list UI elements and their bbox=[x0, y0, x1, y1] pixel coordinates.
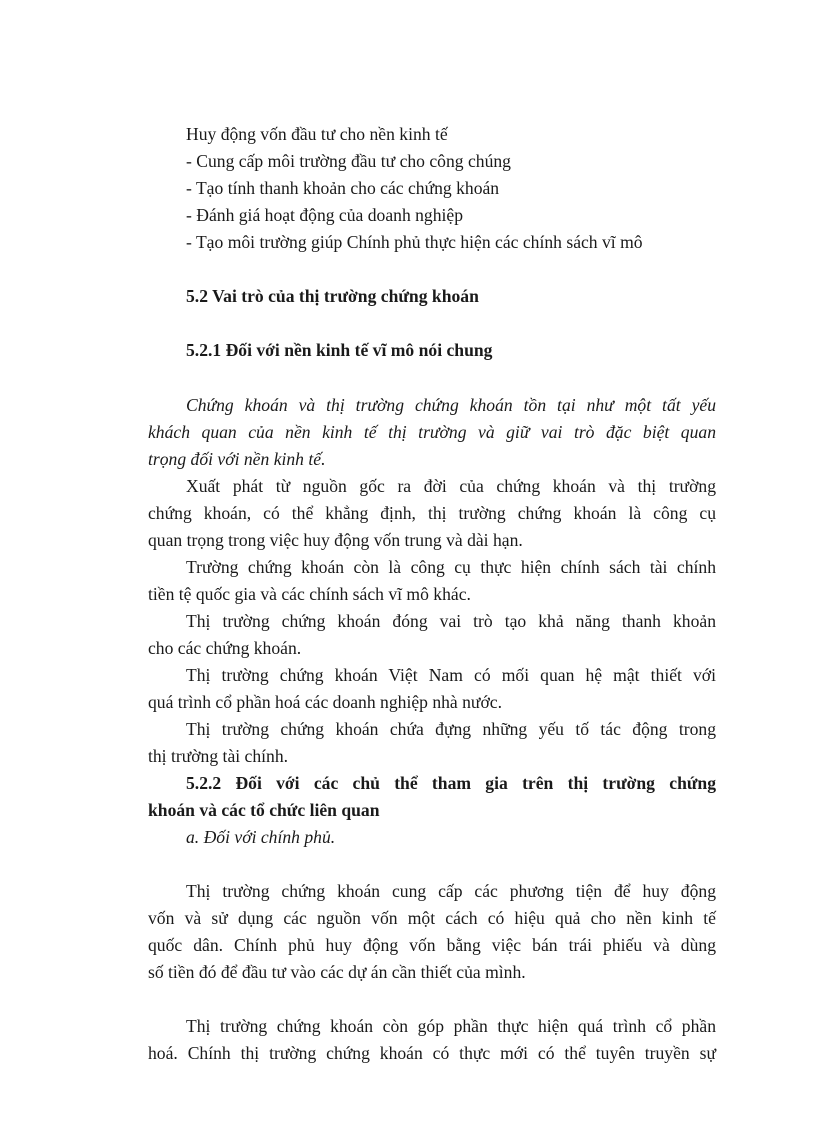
section-heading-5-2-2: 5.2.2 Đối với các chủ thể tham gia trên thị trường chứng bbox=[186, 773, 716, 793]
paragraph-line: Thị trường chứng khoán đóng vai trò tạo khả năng thanh khoản bbox=[186, 611, 716, 631]
paragraph-line: cho các chứng khoán. bbox=[148, 638, 302, 658]
bullet-item: - Cung cấp môi trường đầu tư cho công chúng bbox=[186, 151, 511, 171]
italic-paragraph-line: trọng đối với nền kinh tế. bbox=[148, 449, 326, 469]
paragraph-line: tiền tệ quốc gia và các chính sách vĩ mô khác. bbox=[148, 584, 471, 604]
bullet-item: - Tạo môi trường giúp Chính phủ thực hiện các chính sách vĩ mô bbox=[186, 232, 643, 252]
paragraph-line: Xuất phát từ nguồn gốc ra đời của chứng khoán và thị trường bbox=[186, 476, 716, 496]
section-heading-5-2-2: khoán và các tổ chức liên quan bbox=[148, 800, 380, 820]
paragraph-line: Thị trường chứng khoán Việt Nam có mối quan hệ mật thiết với bbox=[186, 665, 716, 685]
paragraph-line: số tiền đó để đầu tư vào các dự án cần thiết của mình. bbox=[148, 962, 526, 982]
paragraph-line: chứng khoán, có thể khẳng định, thị trường chứng khoán là công cụ bbox=[148, 503, 716, 523]
paragraph-line: Trường chứng khoán còn là công cụ thực hiện chính sách tài chính bbox=[186, 557, 716, 577]
subsection-a: a. Đối với chính phủ. bbox=[186, 827, 336, 847]
paragraph-line: quá trình cổ phần hoá các doanh nghiệp nhà nước. bbox=[148, 692, 502, 712]
section-heading-5-2: 5.2 Vai trò của thị trường chứng khoán bbox=[186, 286, 479, 306]
bullet-item: Huy động vốn đầu tư cho nền kinh tế bbox=[186, 124, 448, 144]
paragraph-line: quốc dân. Chính phủ huy động vốn bằng việc bán trái phiếu và dùng bbox=[148, 935, 716, 955]
paragraph-line: hoá. Chính thị trường chứng khoán có thực mới có thể tuyên truyền sự bbox=[148, 1043, 716, 1063]
paragraph-line: Thị trường chứng khoán còn góp phần thực hiện quá trình cổ phần bbox=[186, 1016, 716, 1036]
italic-paragraph-line: Chứng khoán và thị trường chứng khoán tồn tại như một tất yếu bbox=[186, 395, 716, 415]
paragraph-line: vốn và sử dụng các nguồn vốn một cách có hiệu quả cho nền kinh tế bbox=[148, 908, 716, 928]
paragraph-line: Thị trường chứng khoán cung cấp các phương tiện để huy động bbox=[186, 881, 716, 901]
bullet-item: - Đánh giá hoạt động của doanh nghiệp bbox=[186, 205, 464, 225]
bullet-item: - Tạo tính thanh khoản cho các chứng khoán bbox=[186, 178, 500, 198]
paragraph-line: Thị trường chứng khoán chứa đựng những yếu tố tác động trong bbox=[186, 719, 716, 739]
section-heading-5-2-1: 5.2.1 Đối với nền kinh tế vĩ mô nói chung bbox=[186, 340, 493, 360]
italic-paragraph-line: khách quan của nền kinh tế thị trường và giữ vai trò đặc biệt quan bbox=[148, 422, 716, 442]
paragraph-line: quan trọng trong việc huy động vốn trung và dài hạn. bbox=[148, 530, 523, 550]
paragraph-line: thị trường tài chính. bbox=[148, 746, 289, 766]
